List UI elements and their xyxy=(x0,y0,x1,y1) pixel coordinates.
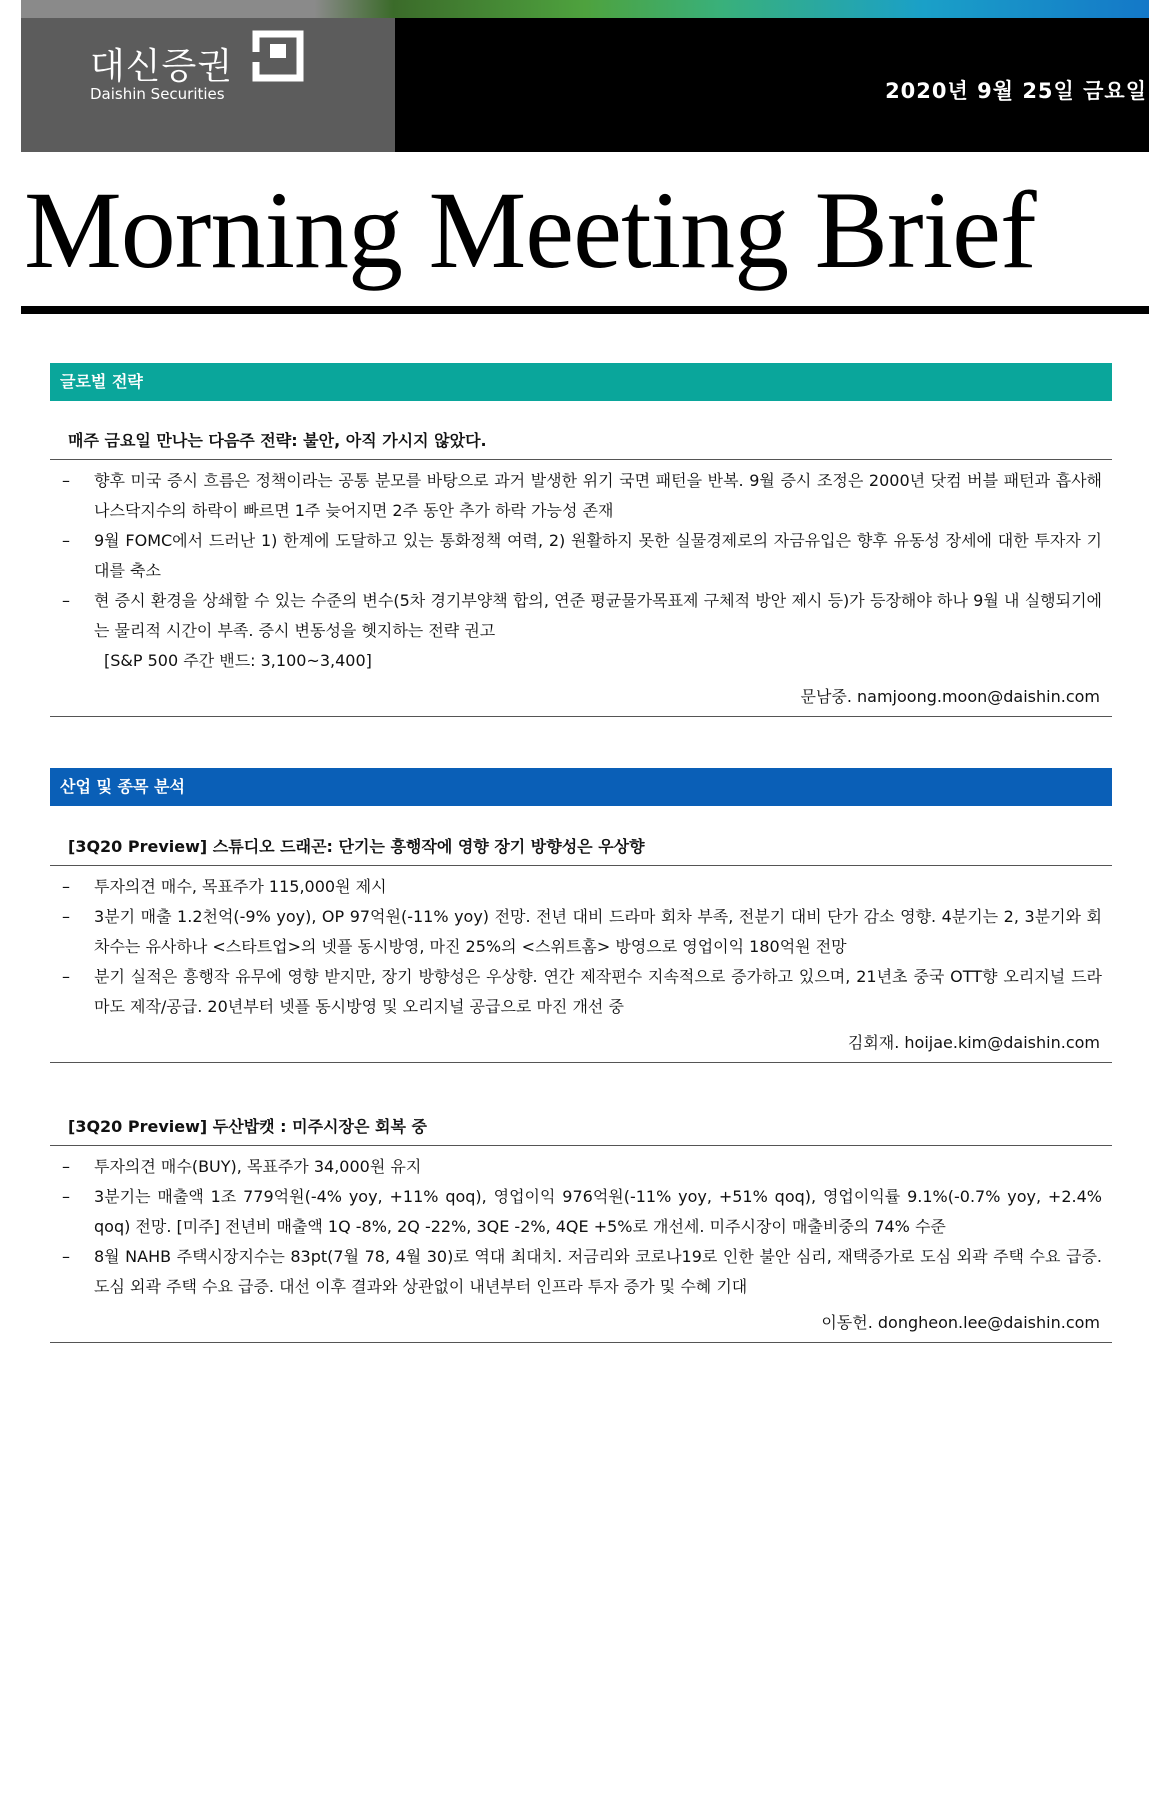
author-credit: 문남중. namjoong.moon@daishin.com xyxy=(800,687,1100,706)
article-doosan-bobcat xyxy=(50,1114,1112,1343)
article-heading: [3Q20 Preview] 두산밥캣 : 미주시장은 회복 중 xyxy=(50,1114,1112,1146)
logo-korean-text: 대신증권 xyxy=(90,46,234,87)
section-header-industry-analysis: 산업 및 종목 분석 xyxy=(50,768,1112,806)
logo-english-text: Daishin Securities xyxy=(90,85,225,103)
list-item: – 분기 실적은 흥행작 유무에 영향 받지만, 장기 방향성은 우상향. 연간 제작편수 지속적으로 증가하고 있으며, 21년초 중국 OTT향 오리지널 드라마도 제작/공급. 20년부터 넷플 동시방영 및 오리지널 공급으로 마진 개선 중 xyxy=(50,962,1112,1022)
header-gradient-strip xyxy=(21,0,1149,18)
article-studio-dragon xyxy=(50,834,1112,1063)
title-divider xyxy=(21,306,1149,314)
list-item: – 9월 FOMC에서 드러난 1) 한계에 도달하고 있는 통화정책 여력, 2) 원활하지 못한 실물경제로의 자금유입은 향후 유동성 장세에 대한 투자자 기대를 축소 xyxy=(50,526,1112,586)
list-item: – 향후 미국 증시 흐름은 정책이라는 공통 분모를 바탕으로 과거 발생한 위기 국면 패턴을 반복. 9월 증시 조정은 2000년 닷컴 버블 패턴과 흡사해 나스닥지수의 하락이 빠르면 1주 늦어지면 2주 동안 추가 하락 가능성 존재 xyxy=(50,466,1112,526)
list-item: – 투자의견 매수(BUY), 목표주가 34,000원 유지 xyxy=(50,1152,1112,1182)
report-date: 2020년 9월 25일 금요일 xyxy=(885,79,1147,103)
list-item: – 투자의견 매수, 목표주가 115,000원 제시 xyxy=(50,872,1112,902)
list-item: – 8월 NAHB 주택시장지수는 83pt(7월 78, 4월 30)로 역대 최대치. 저금리와 코로나19로 인한 불안 심리, 재택증가로 도심 외곽 주택 수요 급증. 도심 외곽 주택 수요 급증. 대선 이후 결과와 상관없이 내년부터 인프라 투자 증가 및 수혜 기대 xyxy=(50,1242,1112,1302)
bullet-list xyxy=(50,1152,1112,1302)
list-item: – 현 증시 환경을 상쇄할 수 있는 수준의 변수(5차 경기부양책 합의, 연준 평균물가목표제 구체적 방안 제시 등)가 등장해야 하나 9월 내 실행되기에는 물리적 시간이 부족. 증시 변동성을 헷지하는 전략 권고 xyxy=(50,586,1112,646)
article-divider xyxy=(50,1342,1112,1343)
article-divider xyxy=(50,1062,1112,1063)
bullet-list xyxy=(50,872,1112,1022)
author-credit: 이동헌. dongheon.lee@daishin.com xyxy=(821,1313,1100,1332)
bullet-list xyxy=(50,466,1112,646)
article-global-strategy xyxy=(50,428,1112,717)
daishin-logo-icon xyxy=(252,30,304,82)
article-divider xyxy=(50,716,1112,717)
section-header-global-strategy: 글로벌 전략 xyxy=(50,363,1112,401)
author-credit: 김회재. hoijae.kim@daishin.com xyxy=(847,1033,1100,1052)
page-title: Morning Meeting Brief xyxy=(24,169,1036,291)
article-heading: 매주 금요일 만나는 다음주 전략: 불안, 아직 가시지 않았다. xyxy=(50,428,1112,460)
sp500-band-note: [S&P 500 주간 밴드: 3,100~3,400] xyxy=(104,651,372,670)
article-heading: [3Q20 Preview] 스튜디오 드래곤: 단기는 흥행작에 영향 장기 방향성은 우상향 xyxy=(50,834,1112,866)
list-item: – 3분기는 매출액 1조 779억원(-4% yoy, +11% qoq), 영업이익 976억원(-11% yoy, +51% qoq), 영업이익률 9.1%(-0.7% yoy, +2.4% qoq) 전망. [미주] 전년비 매출액 1Q -8%, 2Q -22%, 3QE -2%, 4QE +5%로 개선세. 미주시장이 매출비중의 74% 수준 xyxy=(50,1182,1112,1242)
list-item: – 3분기 매출 1.2천억(-9% yoy), OP 97억원(-11% yoy) 전망. 전년 대비 드라마 회차 부족, 전분기 대비 단가 감소 영향. 4분기는 2, 3분기와 회차수는 유사하나 <스타트업>의 넷플 동시방영, 마진 25%의 <스위트홈> 방영으로 영업이익 180억원 전망 xyxy=(50,902,1112,962)
